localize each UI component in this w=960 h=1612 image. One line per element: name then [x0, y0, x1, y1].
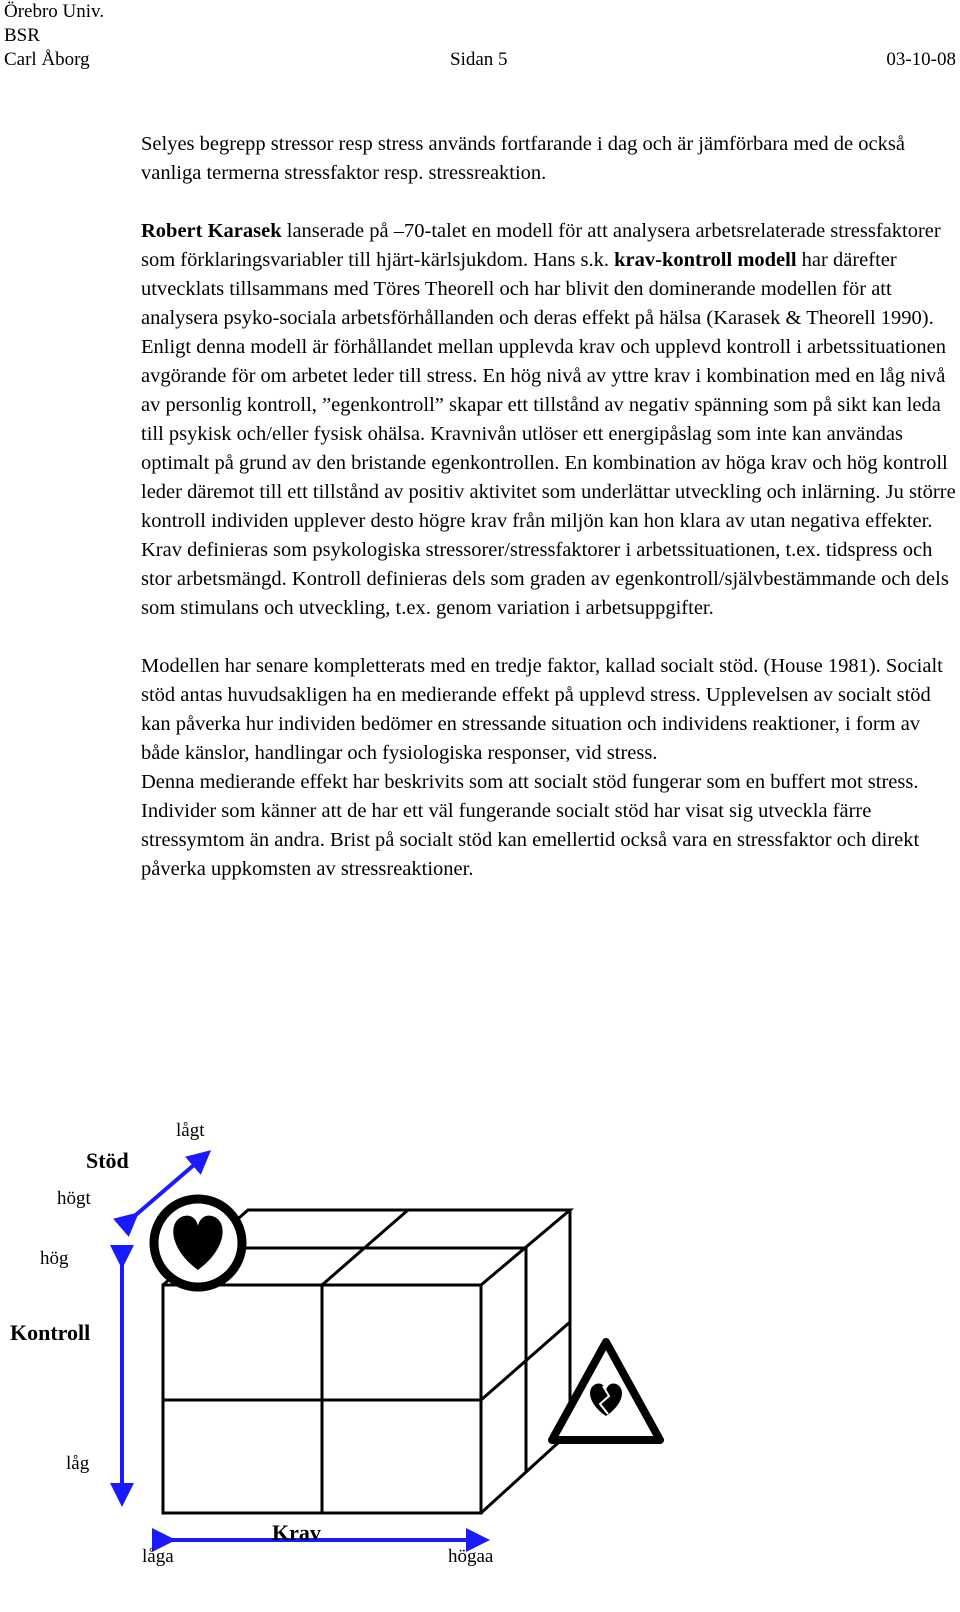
date: 03-10-08	[886, 49, 956, 70]
author: Carl Åborg	[4, 49, 90, 70]
body-text	[141, 130, 960, 884]
institution: Örebro Univ.	[4, 1, 105, 22]
control-title: Kontroll	[10, 1320, 91, 1345]
paragraph-3: Modellen har senare kompletterats med en tredje faktor, kallad socialt stöd. (House 1981). Socialt stöd antas huvudsakligen ha en medierande effekt på upplevd stress. Upplevelsen av socialt stöd kan påverka hur individen bedömer en stressande situation och individens reaktioner, i form av både känslor, handlingar och fysiologiska responser, vid stress.	[141, 655, 943, 764]
support-high-label: högt	[57, 1188, 91, 1209]
support-title: Stöd	[86, 1148, 129, 1173]
karasek-name: Robert Karasek	[141, 220, 282, 242]
paragraph-2	[141, 217, 960, 623]
demand-title: Krav	[272, 1520, 321, 1545]
broken-heart-warning-icon	[552, 1342, 660, 1440]
diagram-graphics	[0, 1120, 960, 1612]
demand-low-label: låga	[142, 1546, 174, 1567]
paragraph-2-text-a: lanserade på –70-talet en modell för att analysera arbetsrelaterade stressfaktorer som förklaringsvariabler till hjärt-kärlsjukdom. Hans s.k.	[141, 220, 941, 271]
control-high-label: hög	[40, 1248, 69, 1269]
paragraph-1: Selyes begrepp stressor resp stress används fortfarande i dag och är jämförbara med de också vanliga termerna stressfaktor resp. stressreaktion.	[141, 133, 905, 184]
department: BSR	[4, 25, 40, 46]
model-name: krav-kontroll modell	[614, 249, 797, 271]
control-low-label: låg	[66, 1453, 90, 1474]
demand-high-label: högaa	[448, 1546, 494, 1567]
heart-icon	[154, 1199, 242, 1287]
paragraph-2-text-b: har därefter utvecklats tillsammans med Töres Theorell och har blivit den dominerande modellen för att analysera psyko-sociala arbetsförhållanden och deras effekt på hälsa (Karasek & Theorell 1990). Enligt denna modell är förhållandet mellan upplevda krav och upplevd kontroll i arbetssituationen avgörande för om arbetet leder till stress. En hög nivå av yttre krav i kombination med en låg nivå av personlig kontroll, ”egenkontroll” skapar ett tillstånd av negativ spänning som på sikt kan leda till psykisk och/eller fysisk ohälsa. Kravnivån utlöser ett energipåslag som inte kan användas optimalt på grund av den bristande egenkontrollen. En kombination av höga krav och hög kontroll leder däremot till ett tillstånd av positiv aktivitet som underlättar utveckling och inlärning. Ju större kontroll individen upplever desto högre krav från miljön kan hon klara av utan negativa effekter. Krav definieras som psykologiska stressorer/stressfaktorer i arbetssituationen, t.ex. tidspress och stor arbetsmängd. Kontroll definieras dels som graden av egenkontroll/självbestämmande och dels som stimulans och utveckling, t.ex. genom variation i arbetsuppgifter.	[141, 249, 956, 619]
support-low-label: lågt	[176, 1120, 205, 1141]
demand-control-support-diagram	[0, 1120, 960, 1612]
paragraph-4: Denna medierande effekt har beskrivits som att socialt stöd fungerar som en buffert mot stress. Individer som känner att de har ett väl fungerande socialt stöd har visat sig utveckla färre stressymtom än andra. Brist på socialt stöd kan emellertid också vara en stressfaktor och direkt påverka uppkomsten av stressreaktioner.	[141, 771, 920, 880]
page-number: Sidan 5	[450, 49, 508, 70]
